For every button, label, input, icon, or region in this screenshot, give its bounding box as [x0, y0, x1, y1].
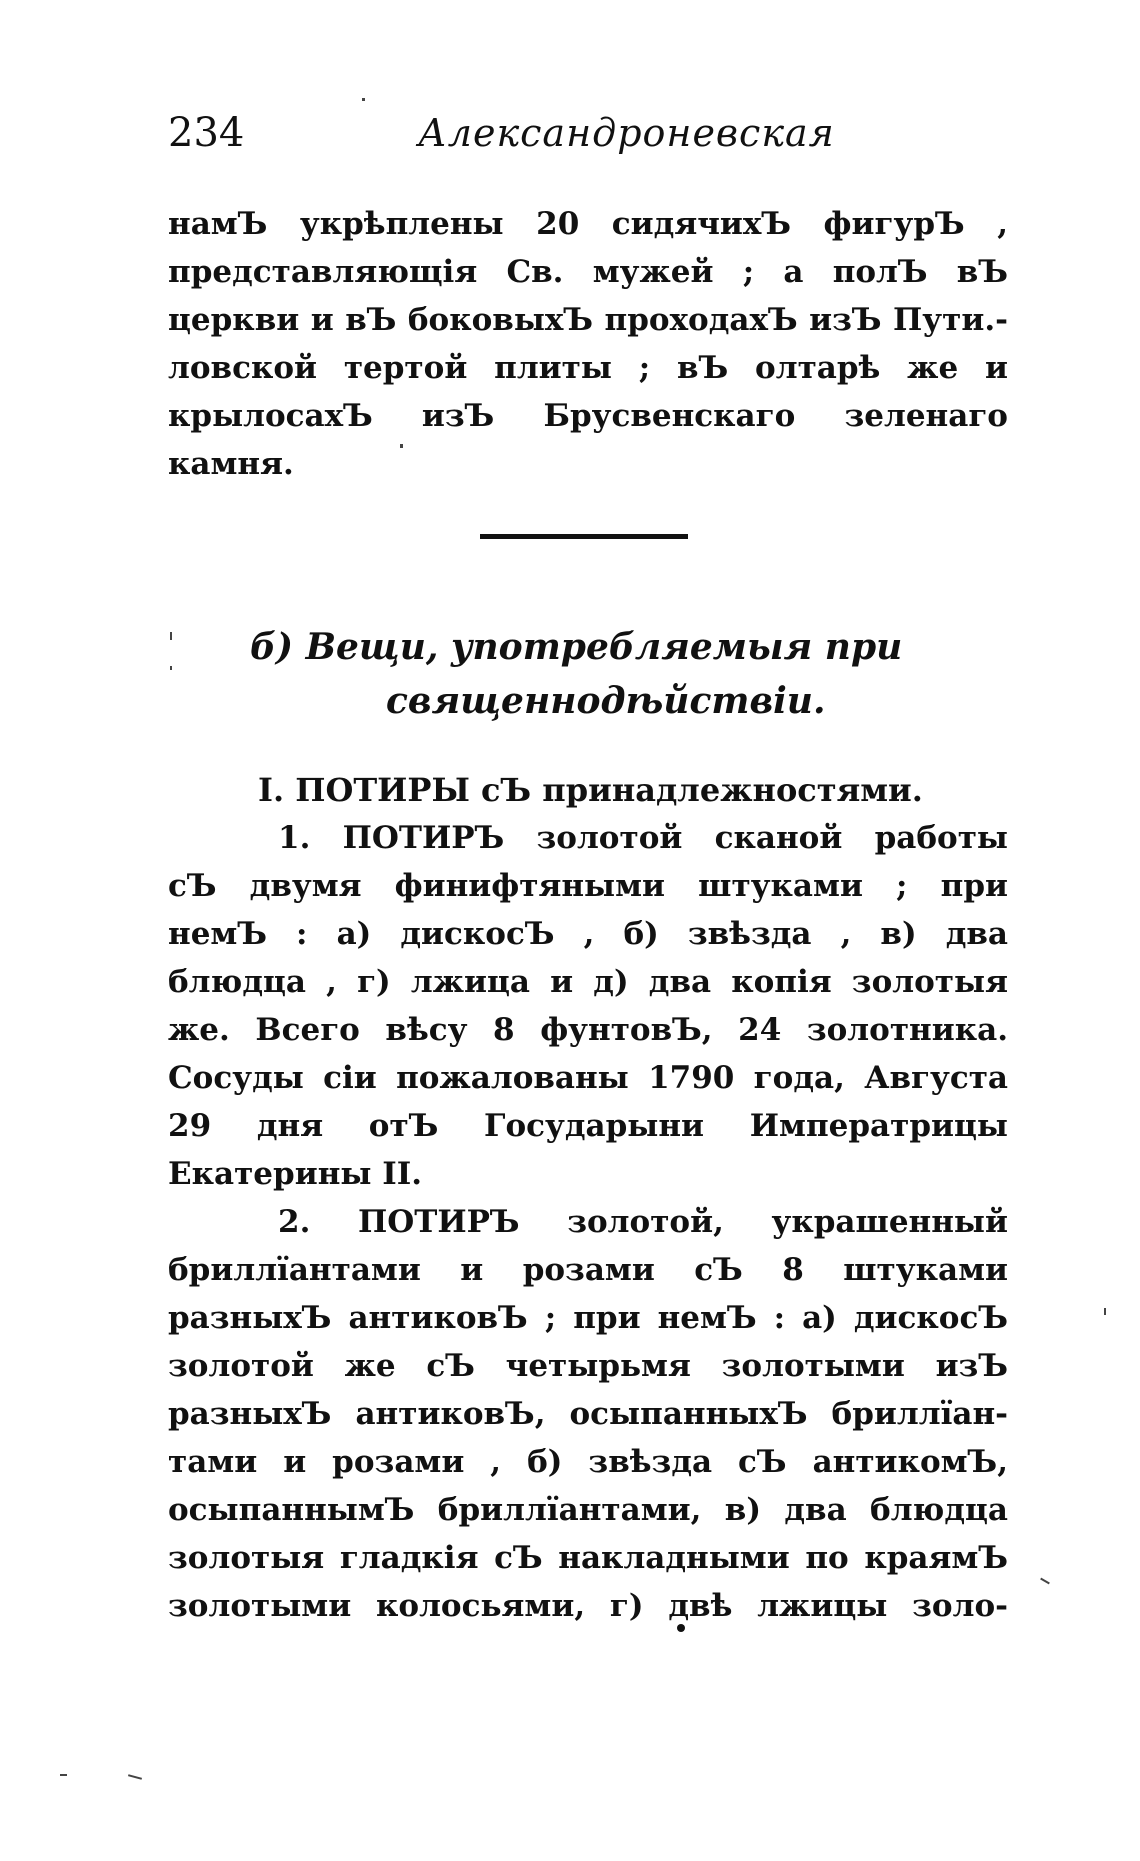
- list-body: [168, 814, 1008, 1630]
- page-dot: [677, 1624, 685, 1632]
- print-speck: [362, 98, 365, 101]
- page-header: [168, 108, 1018, 158]
- print-speck: [1040, 1578, 1050, 1585]
- section-heading: [250, 620, 970, 728]
- text-line: же. Всего вѣсу 8 фунтовЪ, 24 золотника.: [168, 1012, 1008, 1048]
- text-line: Сосуды сіи пожалованы 1790 года, Августа: [168, 1060, 1008, 1096]
- list-title: I. ПОТИРЫ сЪ принадлежностями.: [258, 771, 923, 809]
- text-line: блюдца , г) лжица и д) два копія золотыя: [168, 964, 1008, 1000]
- text-line: 1. ПОТИРЪ золотой сканой работы: [278, 820, 1008, 856]
- text-line: 29 дня отЪ Государыни Императрицы: [168, 1108, 1008, 1144]
- text-line: бриллїантами и розами сЪ 8 штуками: [168, 1252, 1008, 1288]
- heading-line: священнодѣйствіи.: [386, 680, 826, 722]
- text-line: тами и розами , б) звѣзда сЪ антикомЪ,: [168, 1444, 1008, 1480]
- print-speck: [128, 1774, 142, 1780]
- print-speck: [170, 632, 172, 640]
- text-line: золотой же сЪ четырьмя золотыми изЪ: [168, 1348, 1008, 1384]
- paragraph-continuation: [168, 200, 1008, 488]
- text-line: намЪ укрѣплены 20 сидячихЪ фигурЪ ,: [168, 206, 1008, 242]
- text-line: крылосахЪ изЪ Брусвенскаго зеленаго: [168, 398, 1008, 434]
- print-speck: [60, 1774, 67, 1776]
- text-line: Екатерины II.: [168, 1156, 423, 1192]
- text-line: разныхЪ антиковЪ ; при немЪ : а) дискосЪ: [168, 1300, 1008, 1336]
- section-divider: [480, 534, 688, 539]
- text-line: разныхЪ антиковЪ, осыпанныхЪ бриллїан-: [168, 1396, 1008, 1432]
- text-line: осыпаннымЪ бриллїантами, в) два блюдца: [168, 1492, 1008, 1528]
- text-line: представляющія Св. мужей ; а полЪ вЪ: [168, 254, 1008, 290]
- heading-line: б) Вещи, употребляемыя при: [250, 626, 903, 668]
- print-speck: [170, 666, 172, 670]
- text-line: церкви и вЪ боковыхЪ проходахЪ изЪ Пути.-: [168, 302, 1008, 338]
- text-line: немЪ : а) дискосЪ , б) звѣзда , в) два: [168, 916, 1008, 952]
- text-line: золотыя гладкія сЪ накладными по краямЪ: [168, 1540, 1008, 1576]
- print-speck: [400, 444, 403, 448]
- text-line: камня.: [168, 446, 294, 482]
- text-line: сЪ двумя финифтяными штуками ; при: [168, 868, 1008, 904]
- print-speck: [1104, 1308, 1106, 1315]
- text-line: 2. ПОТИРЪ золотой, украшенный: [278, 1204, 1008, 1240]
- page-number: 234: [168, 110, 245, 156]
- running-head: Александроневская: [418, 111, 835, 155]
- text-line: ловской тертой плиты ; вЪ олтарѣ же и: [168, 350, 1008, 386]
- text-line: золотыми колосьями, г) двѣ лжицы золо-: [168, 1588, 1008, 1624]
